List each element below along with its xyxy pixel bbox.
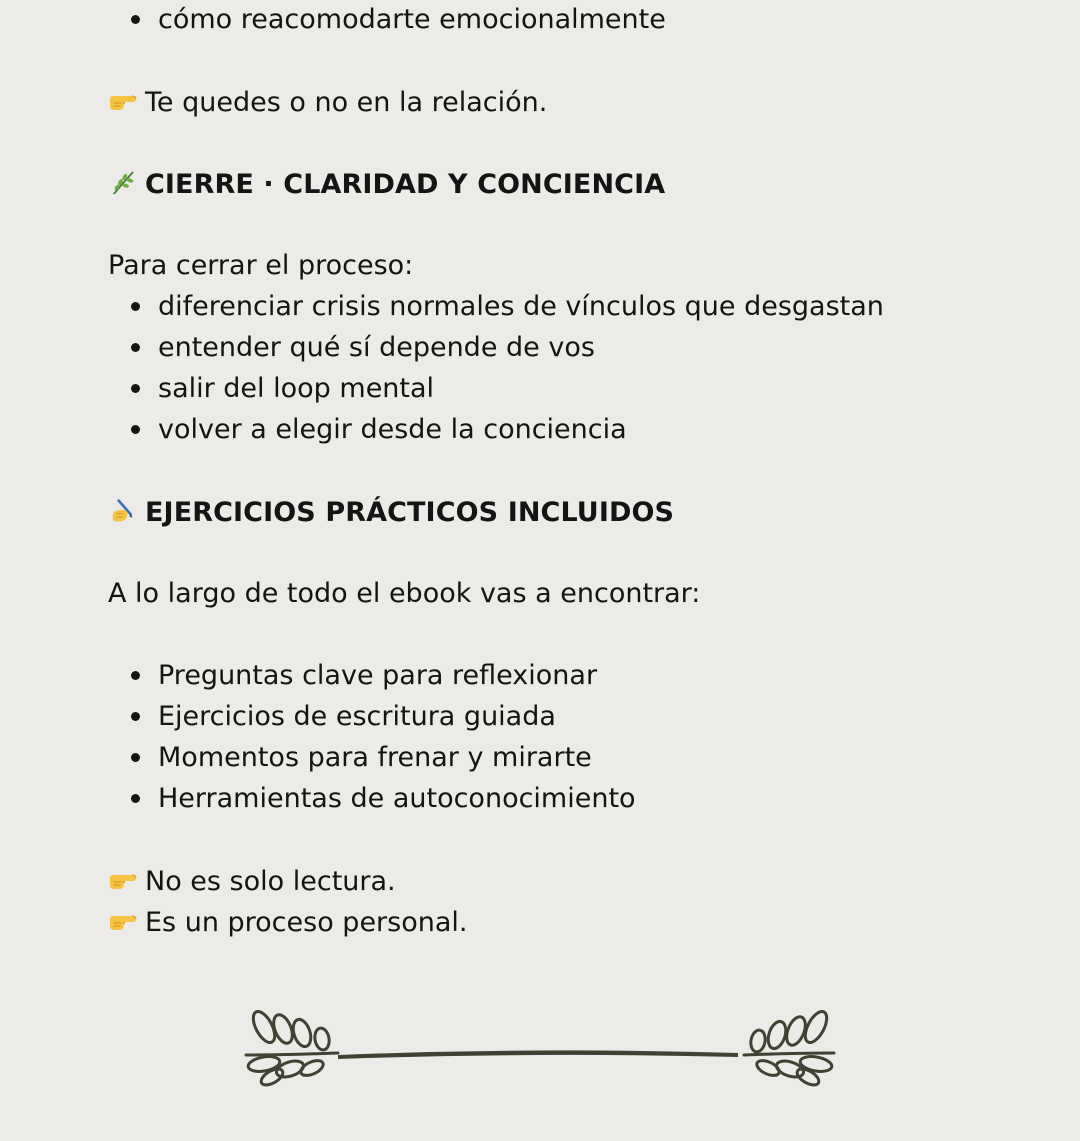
list-item-text: Momentos para frenar y mirarte xyxy=(158,742,592,773)
pointing-hand-icon xyxy=(108,867,138,893)
heading-text: CIERRE · CLARIDAD Y CONCIENCIA xyxy=(145,169,666,200)
list-item-text: cómo reacomodarte emocionalmente xyxy=(158,4,666,35)
heading-text: EJERCICIOS PRÁCTICOS INCLUIDOS xyxy=(145,497,675,528)
list-item-text: entender qué sí depende de vos xyxy=(158,332,595,363)
laurel-divider xyxy=(238,1003,842,1091)
closing-note xyxy=(108,908,467,936)
bullet-dot xyxy=(131,712,140,721)
bullet-dot xyxy=(131,384,140,393)
list-item-text: diferenciar crisis normales de vínculos que desgastan xyxy=(158,291,884,322)
writing-hand-icon xyxy=(108,498,138,524)
bullet-dot xyxy=(131,794,140,803)
bullet-dot xyxy=(131,302,140,311)
list-item-text: Herramientas de autoconocimiento xyxy=(158,783,636,814)
herb-icon xyxy=(108,170,138,196)
closing-note xyxy=(108,867,396,895)
closing-note-text: Es un proceso personal. xyxy=(145,907,468,938)
bullet-dot xyxy=(131,425,140,434)
bullet-dot xyxy=(131,671,140,680)
pointing-hand-icon xyxy=(108,908,138,934)
closing-note-text: No es solo lectura. xyxy=(145,866,396,897)
section-heading-cierre xyxy=(108,170,665,198)
ejercicios-intro: A lo largo de todo el ebook vas a encontrar: xyxy=(108,578,701,609)
list-item-text: Preguntas clave para reflexionar xyxy=(158,660,598,691)
note-text: Te quedes o no en la relación. xyxy=(145,87,548,118)
pointing-hand-icon xyxy=(108,88,138,114)
bullet-dot xyxy=(131,753,140,762)
cierre-intro: Para cerrar el proceso: xyxy=(108,250,414,281)
list-item-text: Ejercicios de escritura guiada xyxy=(158,701,556,732)
section-heading-ejercicios xyxy=(108,498,674,526)
list-item-text: salir del loop mental xyxy=(158,373,435,404)
note-relacion xyxy=(108,88,547,116)
bullet-dot xyxy=(131,15,140,24)
list-item-text: volver a elegir desde la conciencia xyxy=(158,414,627,445)
bullet-dot xyxy=(131,343,140,352)
